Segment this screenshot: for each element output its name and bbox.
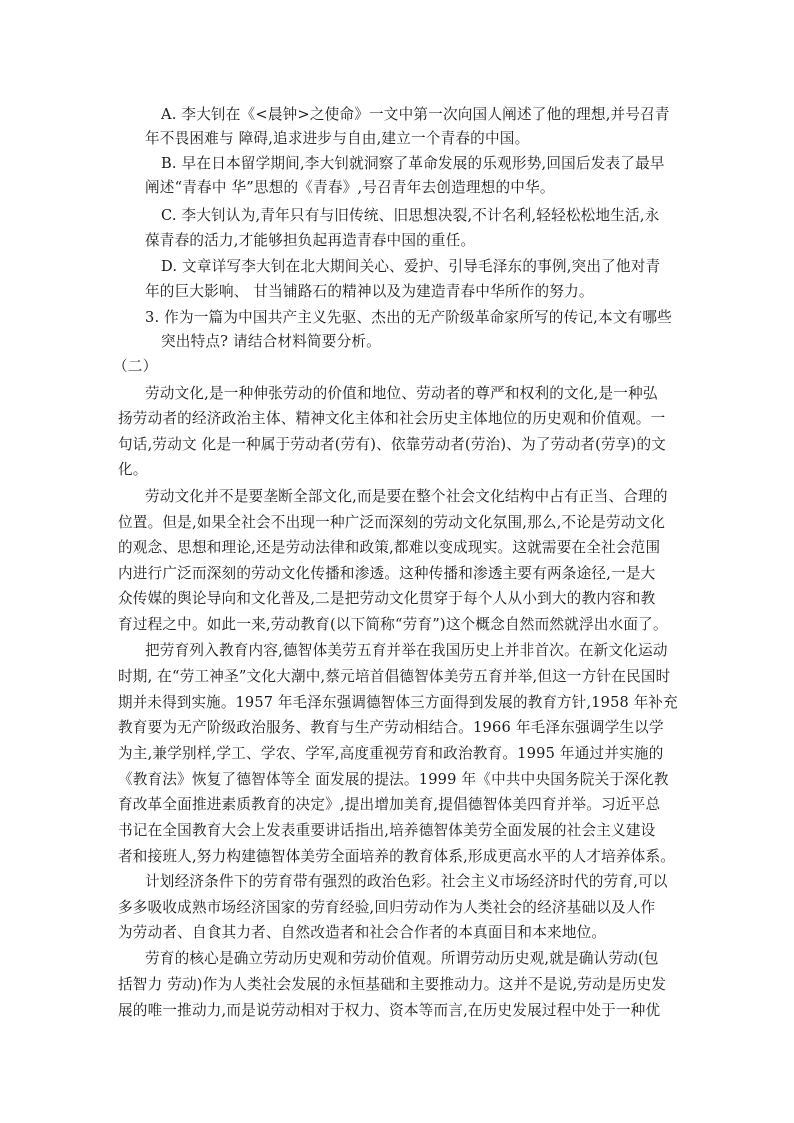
p5-line-2: 括智力 劳动)作为人类社会发展的永恒基础和主要推动力。这并不是说,劳动是历史发 <box>118 976 667 993</box>
p3-line-8: 书记在全国教育大会上发表重要讲话指出,培养德智体美劳全面发展的社会主义建设 <box>118 822 656 839</box>
section-heading: （二） <box>113 358 158 375</box>
p2-line-5: 众传媒的舆论导向和文化普及,二是把劳动文化贯穿于每个人从小到大的教内容和教 <box>118 590 656 607</box>
question-3-line-2: 突出特点? 请结合材料简要分析。 <box>161 333 381 350</box>
p1-line-1: 劳动文化,是一种伸张劳动的价值和地位、劳动者的尊严和权利的文化,是一种弘 <box>145 385 658 402</box>
p1-line-3: 句话,劳动文 化是一种属于劳动者(劳有)、依靠劳动者(劳治)、为了劳动者(劳享)的文 <box>118 436 667 453</box>
p3-line-6: 《教育法》恢复了德智体等全 面发展的提法。1999 年《中共中央国务院关于深化教 <box>118 771 669 788</box>
p4-line-2: 多多吸收成熟市场经济国家的劳育经验,回归劳动作为人类社会的经济基础以及人作 <box>118 899 656 916</box>
p4-line-3: 为劳动者、自食其力者、自然改造者和社会合作者的本真面目和本来地位。 <box>118 924 607 941</box>
p1-line-2: 扬劳动者的经济政治主体、精神文化主体和社会历史主体地位的历史观和价值观。一 <box>118 410 666 427</box>
p3-line-7: 育改革全面推进素质教育的决定》,提出增加美育,提倡德智体美四育并举。习近平总 <box>118 796 661 813</box>
p5-line-1: 劳育的核心是确立劳动历史观和劳动价值观。所谓劳动历史观,就是确认劳动(包 <box>145 950 659 967</box>
option-b-line-2: 阐述“青春中 华”思想的《青春》,号召青年去创造理想的中华。 <box>145 179 555 196</box>
option-a-line-1: A. 李大钊在《<晨钟>之使命》一文中第一次向国人阐述了他的理想,并号召青 <box>161 106 670 123</box>
option-c-line-1: C. 李大钊认为,青年只有与旧传统、旧思想决裂,不计名利,轻轻松松地生活,永 <box>161 207 660 224</box>
p3-line-4: 教育要为无产阶级政治服务、教育与生产劳动相结合。1966 年毛泽东强调学生以学 <box>118 719 664 736</box>
p2-line-3: 的观念、思想和理论,还是劳动法律和政策,都难以变成现实。这就需要在全社会范围 <box>118 539 661 556</box>
option-d-line-2: 年的巨大影响、 甘当铺路石的精神以及为建造青春中华所作的努力。 <box>145 283 594 300</box>
p3-line-1: 把劳育列入教育内容,德智体美劳五育并举在我国历史上并非首次。在新文化运动 <box>145 642 668 659</box>
p3-line-3: 期并未得到实施。1957 年毛泽东强调德智体三方面得到发展的教育方针,1958 年补充 <box>118 694 678 711</box>
p2-line-6: 育过程之中。如此一来,劳动教育(以下简称“劳育”)这个概念自然而然就浮出水面了。 <box>118 616 668 633</box>
p3-line-2: 时期, 在“劳工神圣”文化大潮中,蔡元培首倡德智体美劳五育并举,但这一方针在民国时 <box>118 668 671 685</box>
p3-line-5: 为主,兼学别样,学工、学农、学军,高度重视劳育和政治教育。1995 年通过并实施的 <box>118 745 664 762</box>
p1-line-4: 化。 <box>118 461 148 478</box>
option-b-line-1: B. 早在日本留学期间,李大钊就洞察了革命发展的乐观形势,回国后发表了最早 <box>161 155 665 172</box>
option-a-line-2: 年不畏困难与 障碍,追求进步与自由,建立一个青春的中国。 <box>145 130 530 147</box>
option-c-line-2: 葆青春的活力,才能够担负起再造青春中国的重任。 <box>145 232 476 249</box>
p3-line-9: 者和接班人,努力构建德智体美劳全面培养的教育体系,形成更高水平的人才培养体系。 <box>118 848 676 865</box>
p5-line-3: 展的唯一推动力,而是说劳动相对于权力、资本等而言,在历史发展过程中处于一种优 <box>118 1002 661 1019</box>
p2-line-4: 内进行广泛而深刻的劳动文化传播和渗透。这种传播和渗透主要有两条途径,一是大 <box>118 565 656 582</box>
option-d-line-1: D. 文章详写李大钊在北大期间关心、爱护、引导毛泽东的事例,突出了他对青 <box>161 258 661 275</box>
p2-line-2: 位置。但是,如果全社会不出现一种广泛而深刻的劳动文化氛围,那么,不论是劳动文化 <box>118 514 666 531</box>
p2-line-1: 劳动文化并不是要垄断全部文化,而是要在整个社会文化结构中占有正当、合理的 <box>145 488 668 505</box>
question-3-line-1: 3. 作为一篇为中国共产主义先驱、杰出的无产阶级革命家所写的传记,本文有哪些 <box>145 309 672 326</box>
p4-line-1: 计划经济条件下的劳育带有强烈的政治色彩。社会主义市场经济时代的劳育,可以 <box>145 873 668 890</box>
